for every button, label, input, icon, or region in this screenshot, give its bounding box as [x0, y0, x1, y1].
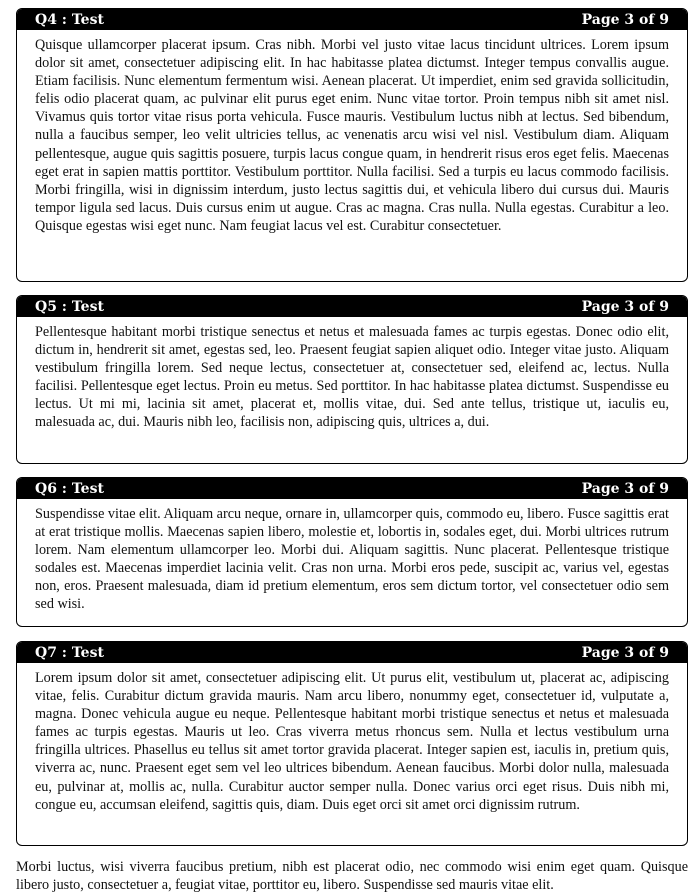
question-box-q4	[16, 8, 688, 282]
question-body: Lorem ipsum dolor sit amet, consectetuer adipiscing elit. Ut purus elit, vestibulum ut, placerat ac, adipiscing vitae, felis. Curabitur dictum gravida mauris. Nam arcu libero, nonummy eget, consectetuer id, vulputate a, magna. Donec vehicula augue eu neque. Pellentesque habitant morbi tristique senectus et netus et malesuada fames ac turpis egestas. Mauris ut leo. Cras viverra metus rhoncus sem. Nulla et lectus vestibulum urna fringilla ultrices. Phasellus eu tellus sit amet tortor gravida placerat. Integer sapien est, iaculis in, pretium quis, viverra ac, nunc. Praesent eget sem vel leo ultrices bibendum. Aenean faucibus. Morbi dolor nulla, malesuada eu, pulvinar at, mollis ac, nulla. Curabitur auctor semper nulla. Donec varius orci eget risus. Duis nibh mi, congue eu, accumsan eleifend, sagittis quis, diam. Duis eget orci sit amet orci dignissim rutrum.	[35, 670, 669, 813]
question-box-q7	[16, 641, 688, 846]
question-label: Q7 : Test	[35, 644, 104, 661]
question-header	[17, 642, 687, 663]
question-body: Quisque ullamcorper placerat ipsum. Cras nibh. Morbi vel justo vitae lacus tincidunt ultrices. Lorem ipsum dolor sit amet, consectetuer adipiscing elit. In hac habitasse platea dictumst. Integer tempus convallis augue. Etiam facilisis. Nunc elementum fermentum wisi. Aenean placerat. Ut imperdiet, enim sed gravida sollicitudin, felis odio placerat quam, ac pulvinar elit purus eget enim. Nunc vitae tortor. Proin tempus nibh sit amet nisl. Vivamus quis tortor vitae risus porta vehicula. Fusce mauris. Vestibulum luctus nibh at lectus. Sed bibendum, nulla a faucibus semper, leo velit ultricies tellus, ac venenatis arcu wisi vel nisl. Vestibulum diam. Aliquam pellentesque, augue quis sagittis posuere, turpis lacus congue quam, in hendrerit risus eros eget felis. Maecenas eget erat in sapien mattis porttitor. Vestibulum porttitor. Nulla facilisi. Sed a turpis eu lacus commodo facilisis. Morbi fringilla, wisi in dignissim interdum, justo lectus sagittis dui, et vehicula libero dui cursus dui. Mauris tempor ligula sed lacus. Duis cursus enim ut augue. Cras ac magna. Cras nulla. Nulla egestas. Curabitur a leo. Quisque egestas wisi eget nunc. Nam feugiat lacus vel est. Curabitur consectetuer.	[35, 37, 669, 234]
question-header	[17, 296, 687, 317]
question-header	[17, 478, 687, 499]
question-label: Q5 : Test	[35, 298, 104, 315]
question-label: Q4 : Test	[35, 11, 104, 28]
page-indicator: Page 3 of 9	[581, 11, 669, 28]
question-body: Pellentesque habitant morbi tristique senectus et netus et malesuada fames ac turpis egestas. Donec odio elit, dictum in, hendrerit sit amet, egestas sed, leo. Praesent feugiat sapien aliquet odio. Integer vitae justo. Aliquam vestibulum fringilla lorem. Sed neque lectus, consectetuer at, consectetuer sed, eleifend ac, lectus. Nulla facilisi. Pellentesque eget lectus. Proin eu metus. Sed porttitor. In hac habitasse platea dictumst. Suspendisse eu lectus. Ut mi mi, lacinia sit amet, placerat et, mollis vitae, dui. Sed ante tellus, tristique ut, iaculis eu, malesuada ac, dui. Mauris nibh leo, facilisis non, adipiscing quis, ultrices a, dui.	[35, 324, 669, 431]
question-header	[17, 9, 687, 30]
page-indicator: Page 3 of 9	[581, 298, 669, 315]
question-body: Suspendisse vitae elit. Aliquam arcu neque, ornare in, ullamcorper quis, commodo eu, libero. Fusce sagittis erat at erat tristique mollis. Maecenas sapien libero, molestie et, lobortis in, sodales eget, dui. Morbi ultrices rutrum lorem. Nam elementum ullamcorper leo. Morbi dui. Aliquam sagittis. Nunc placerat. Pellentesque tristique sodales est. Maecenas imperdiet lacinia velit. Cras non urna. Morbi eros pede, suscipit ac, varius vel, egestas non, eros. Praesent malesuada, diam id pretium elementum, eros sem dictum tortor, vel consectetuer odio sem sed wisi.	[35, 506, 669, 613]
question-label: Q6 : Test	[35, 480, 104, 497]
trailing-paragraph: Morbi luctus, wisi viverra faucibus pretium, nibh est placerat odio, nec commodo wisi enim eget quam. Quisque libero justo, consectetuer a, feugiat vitae, porttitor eu, libero. Suspendisse sed mauris vitae elit.	[16, 859, 688, 894]
question-box-q5	[16, 295, 688, 464]
page-indicator: Page 3 of 9	[581, 644, 669, 661]
page-indicator: Page 3 of 9	[581, 480, 669, 497]
question-box-q6	[16, 477, 688, 627]
